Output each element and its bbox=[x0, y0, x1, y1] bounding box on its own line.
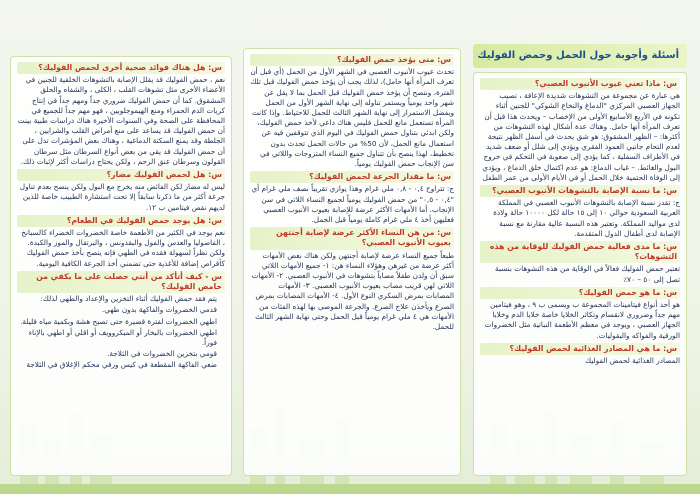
panel-left bbox=[10, 56, 232, 476]
question-heading: س: هل لحمض الفوليك مضار؟ bbox=[17, 169, 225, 181]
question-heading: س: ما نسبة الإصابة بالتشوهات الأنبوب العصبي؟ bbox=[480, 185, 680, 197]
qa-item bbox=[250, 227, 454, 332]
question-heading: س: ما مقدار الجرعة لحمض الفوليك؟ bbox=[250, 171, 454, 183]
tip-item: اطهي الخضروات بالبخار أو الميكروويف أو اقلي أو اطهي بالإناء فوراً. bbox=[28, 327, 217, 348]
tips-list bbox=[17, 294, 225, 370]
answer-text: نعم يوجد في الكثير من الأطعمة خاصة الخضروات الخضراء كالسبانخ ، الفاصوليا والعدس والفول والبقدونس ، والبرتقال والموز والكبدة. ولكن نظراً لسهولة فقده في الطهي فإنه ينصح بأخذ حمض الفوليك كأقراص إضافة للأغذية حتى تضمني أخذ الجرعة الكافية اليومية. bbox=[21, 228, 225, 268]
panel-right bbox=[473, 72, 687, 476]
tip-item: اطهي الخضروات لفترة قصيرة حتى تصبح هشة وبكمية مياه قليلة. bbox=[20, 316, 217, 326]
qa-item bbox=[17, 62, 225, 167]
panel-middle bbox=[243, 48, 461, 476]
tip-item: يتم فقد حمض الفوليك أثناء التخزين والإعداد والطهي لذلك: bbox=[40, 294, 217, 304]
answer-text: ليس له مضار لكن الفائض منه يخرج مع البول ولكن ينصح بعدم تناول جرعة أكثر من ما ذكرنا سابقاً إلا تحت استشارة الطبيب خاصة للذين لديهم نقص فيتامين ب ١٢. bbox=[19, 182, 225, 212]
qa-item bbox=[480, 78, 680, 183]
tip-item: ضعي الفاكهة المقطعة في كيس ورقي محكم الإغلاق في الثلاجة bbox=[26, 360, 217, 370]
question-heading: س: هل هناك فوائد صحية أخرى لحمض الفوليك؟ bbox=[17, 62, 225, 74]
qa-item bbox=[17, 169, 225, 213]
answer-text: هي عبارة عن مجموعة من التشوهات شديدة الإعاقة ، تصيب الجهاز العصبي المركزي "الدماغ والنخاع الشوكي" للجنين أثناء تكونه في الأربع الأسابيع الأولى من الإخصاب – ويحدث هذا قبل أن تعرف المرأة أنها حامل. وهناك عدة أشكال لهذه التشوهات من أكثرها: – الظهر المشقوق: هو شق يحدث في أسفل الظهر نتيجة لعدم التحام جانبي العمود الفقري ويؤدي إلى شلل أو ضعف شديد في الأطراف السفلية ، كما يؤدي إلى صعوبة في التحكم في خروج البول والغائط. – غياب الدماغ: هو عدم اكتمال خلق الدماغ ، ويؤدي إلى الوفاة الحتمية خلال الحمل أو في الأيام الأولى من عمر الطفل bbox=[482, 91, 680, 182]
answer-text: نعم ، حمض الفوليك قد يقلل الإصابة بالتشوهات الخلقية للجنين في الأعضاء الأخرى مثل تشوهات القلب ، الكلى ، والشفاه والحلق المشقوق. كما أن حمض الفوليك ضروري جداً ومهم جداً في إنتاج كريات الدم الحمراء ومنع الهيموجلوبين ، فهو مهم جداً للجميع في المحافظة على الصحة وفي السنوات الأخيرة هناك دراسات طبية بينت أن حمض الفوليك قد يساعد على منع أمراض القلب والشرايين ، الجلطة وقد يمنع السكتة الدماغية ، وهناك بعض المؤشرات تدل على أن حمض الفوليك قد يقي من بعض أنواع السرطان مثل سرطان القولون وسرطان عنق الرحم ، ولكن يحتاج دراسات أكثر لإثبات ذلك. bbox=[17, 75, 225, 166]
tip-item: قومي بتخزين الخضروات في الثلاجة. bbox=[107, 349, 217, 359]
qa-item bbox=[480, 343, 680, 366]
qa-item bbox=[480, 241, 680, 285]
qa-item bbox=[17, 271, 225, 371]
answer-text: تحدث عيوب الأنبوب العصبي في الشهر الأول من الحمل (أي قبل أن تعرف المرأة أنها حامل)، لذلك يجب أن يؤخذ حمض الفوليك قبل تلك الفترة، وننصح أن يؤخذ حمض الفوليك قبل الحمل بما لا يقل عن شهر واحد يومياً ويستمر تناوله إلى نهاية الشهر الأول من الحمل ويفضل الاستمرار إلى نهاية الشهر الثالث للحمل للاحتياط. وإذا كانت المرأة تستعمل مانع للحمل فليس هناك داعي لأخذ حمض الفوليك، ولكن ابدئي بتناول حمض الفوليك في اليوم الذي تتوقفين فيه عن استعمال مانع الحمل، لأن 50% من حالات الحمل تحدث بدون تخطيط، لهذا ينصح بأن تتناول جميع النساء المتزوجات واللاتي في سن الإنجاب حمض الفوليك يومياً. bbox=[250, 67, 454, 169]
tip-item: قدمي الخضروات والفاكهة بدون طهي. bbox=[101, 305, 217, 315]
question-heading: س: متى يؤخذ حمض الفوليك؟ bbox=[250, 54, 454, 66]
qa-item bbox=[250, 171, 454, 225]
question-heading: س: ما هي المصادر الغذائية لحمض الفوليك؟ bbox=[480, 343, 680, 355]
qa-item bbox=[480, 287, 680, 341]
answer-text: تعتبر حمض الفوليك فعالاً في الوقاية من هذه التشوهات بنسبة تصل إلى ٥٠ – ٧٠٪ bbox=[495, 264, 680, 284]
question-heading: س: ما هو حمض الفوليك؟ bbox=[480, 287, 680, 299]
answer-text: ج: تتراوح ٠,٤ - ٠,٨ ملي غرام وهذا يوازي تقريباً نصف ملي غرام أي "٠,٤ - ٠,٥" من حمض الفوليك يومياً لجميع النساء اللاتي في سن الإنجاب. أما الأمهات الأكثر عرضة للإصابة بعيوب الأنبوب العصبي فعليهن أخذ ٤ ملي غرام كاملة يومياً قبل الحمل. bbox=[251, 184, 454, 225]
answer-text: المصادر الغذائية لحمض الفوليك bbox=[585, 356, 680, 366]
question-heading: س - كيف أتأكد من أنني حصلت على ما يكفي من حامض الفوليك؟ bbox=[17, 271, 225, 293]
answer-text: هو أحد أنواع فيتامينات المجموعة ب ويسمى ب ٩ ، وهو فيتامين مهم جداً وضروري لانقسام وتكاثر الخلايا خاصة خلايا الدم وخلايا الجهاز العصبي ، ويوجد في معظم الأطعمة النباتية مثل الخضروات الورقية والفواكه والبقوليات. bbox=[484, 300, 680, 340]
qa-item bbox=[17, 215, 225, 269]
qa-item bbox=[480, 185, 680, 239]
qa-item bbox=[250, 54, 454, 169]
main-title: أسئلة وأجوبة حول الحمل وحمض الفوليك bbox=[473, 44, 687, 68]
question-heading: س: ما مدى فعالية حمض الفوليك للوقاية من هذه التشوهات؟ bbox=[480, 241, 680, 263]
answer-text: طبعاً جميع النساء عرضة لإصابة أجنتهن ولكن هناك بعض الأمهات أكثر عرضة من غيرهن وهؤلاء النساء هن: ١- جميع الأمهات اللاتي سبق أن ولدن طفلاً مصاباً بتشوهات في الأنبوب العصبي. ٢- الأمهات اللاتي لهن قريب مصاب بعيوب الأنبوب العصبي. ٣- الأمهات المصابات بمرض السكري النوع الأول. ٤- الأمهات المصابات بمرض الصرع ويأخذن علاج الصرع. والجرعة الموصى بها لهذه الفئات من الأمهات هي ٤ ملي غرام يومياً قبل الحمل وحتى نهاية الشهر الثالث للحمل. bbox=[251, 250, 454, 332]
question-heading: س: ماذا تعني عيوب الأنبوب العصبي؟ bbox=[480, 78, 680, 90]
question-heading: س: هل يوجد حمض الفوليك في الطعام؟ bbox=[17, 215, 225, 227]
question-heading: س: من هن النساء الأكثر عرضة لإصابة أجنتهن بعيوب الأنبوب العصبي؟ bbox=[250, 227, 454, 249]
answer-text: ج: تقدر نسبة الإصابة بالتشوهات الأنبوب العصبي في المملكة العربية السعودية حوالي ١٠ إلى ١٥ حالة لكل ١٠٠٠٠ حالة ولادة لدى مواليد المملكة. وتعتبر هذه النسبة عالية مقارنة مع نسبة الإصابة لدى أطفال الدول المتقدمة. bbox=[493, 198, 680, 238]
